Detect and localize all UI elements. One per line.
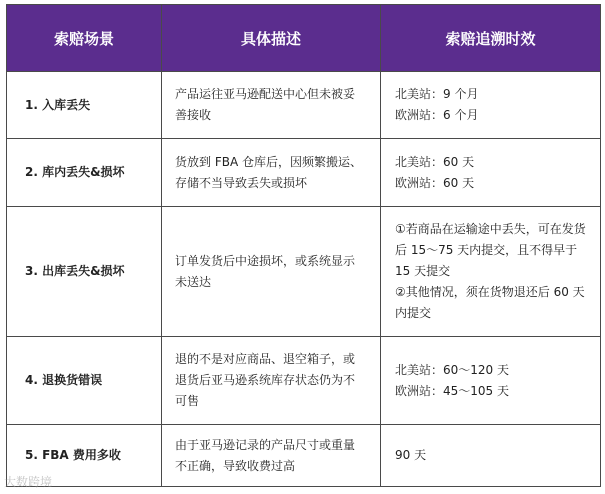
period-cell	[381, 72, 601, 139]
scene-cell: 2. 库内丢失&损坏	[7, 139, 162, 207]
header-row	[7, 5, 601, 72]
description-cell	[162, 425, 381, 487]
table-row	[7, 139, 601, 207]
description-text: 退的不是对应商品、退空箱子，或退货后亚马逊系统库存状态仍为不可售	[175, 352, 356, 408]
description-text: 货放到 FBA 仓库后，因频繁搬运、存储不当导致丢失或损坏	[175, 154, 362, 190]
scene-cell: 1. 入库丢失	[7, 72, 162, 139]
period-text: ①若商品在运输途中丢失，可在发货后 15～75 天内提交，且不得早于 15 天提交	[395, 222, 586, 278]
table-row	[7, 72, 601, 139]
period-text: 北美站：9 个月	[395, 87, 479, 101]
scene-cell: 5. FBA 费用多收	[7, 425, 162, 487]
description-text: 订单发货后中途损坏，或系统显示未送达	[175, 253, 356, 289]
description-cell	[162, 72, 381, 139]
period-cell	[381, 425, 601, 487]
period-text: 欧洲站：6 个月	[395, 108, 479, 122]
table-row	[7, 425, 601, 487]
period-cell	[381, 207, 601, 337]
period-text: 欧洲站：60 天	[395, 175, 475, 190]
period-text: ②其他情况，须在货物退还后 60 天内提交	[395, 285, 585, 320]
header-scene: 索赔场景	[7, 5, 162, 72]
claims-table	[6, 4, 601, 487]
scene-cell: 3. 出库丢失&损坏	[7, 207, 162, 337]
period-cell	[381, 139, 601, 207]
period-text: 90 天	[395, 448, 427, 462]
header-period: 索赔追溯时效	[381, 5, 601, 72]
description-cell	[162, 207, 381, 337]
description-cell	[162, 139, 381, 207]
description-cell	[162, 337, 381, 425]
table-row	[7, 207, 601, 337]
period-cell	[381, 337, 601, 425]
description-text: 由于亚马逊记录的产品尺寸或重量不正确，导致收费过高	[175, 437, 356, 473]
period-text: 北美站：60 天	[395, 154, 475, 169]
period-text: 北美站：60～120 天	[395, 362, 509, 377]
description-text: 产品运往亚马逊配送中心但未被妥善接收	[175, 87, 356, 122]
period-text: 欧洲站：45～105 天	[395, 383, 509, 398]
scene-cell: 4. 退换货错误	[7, 337, 162, 425]
watermark: 大数跨境	[4, 475, 53, 489]
table-row	[7, 337, 601, 425]
header-description: 具体描述	[162, 5, 381, 72]
